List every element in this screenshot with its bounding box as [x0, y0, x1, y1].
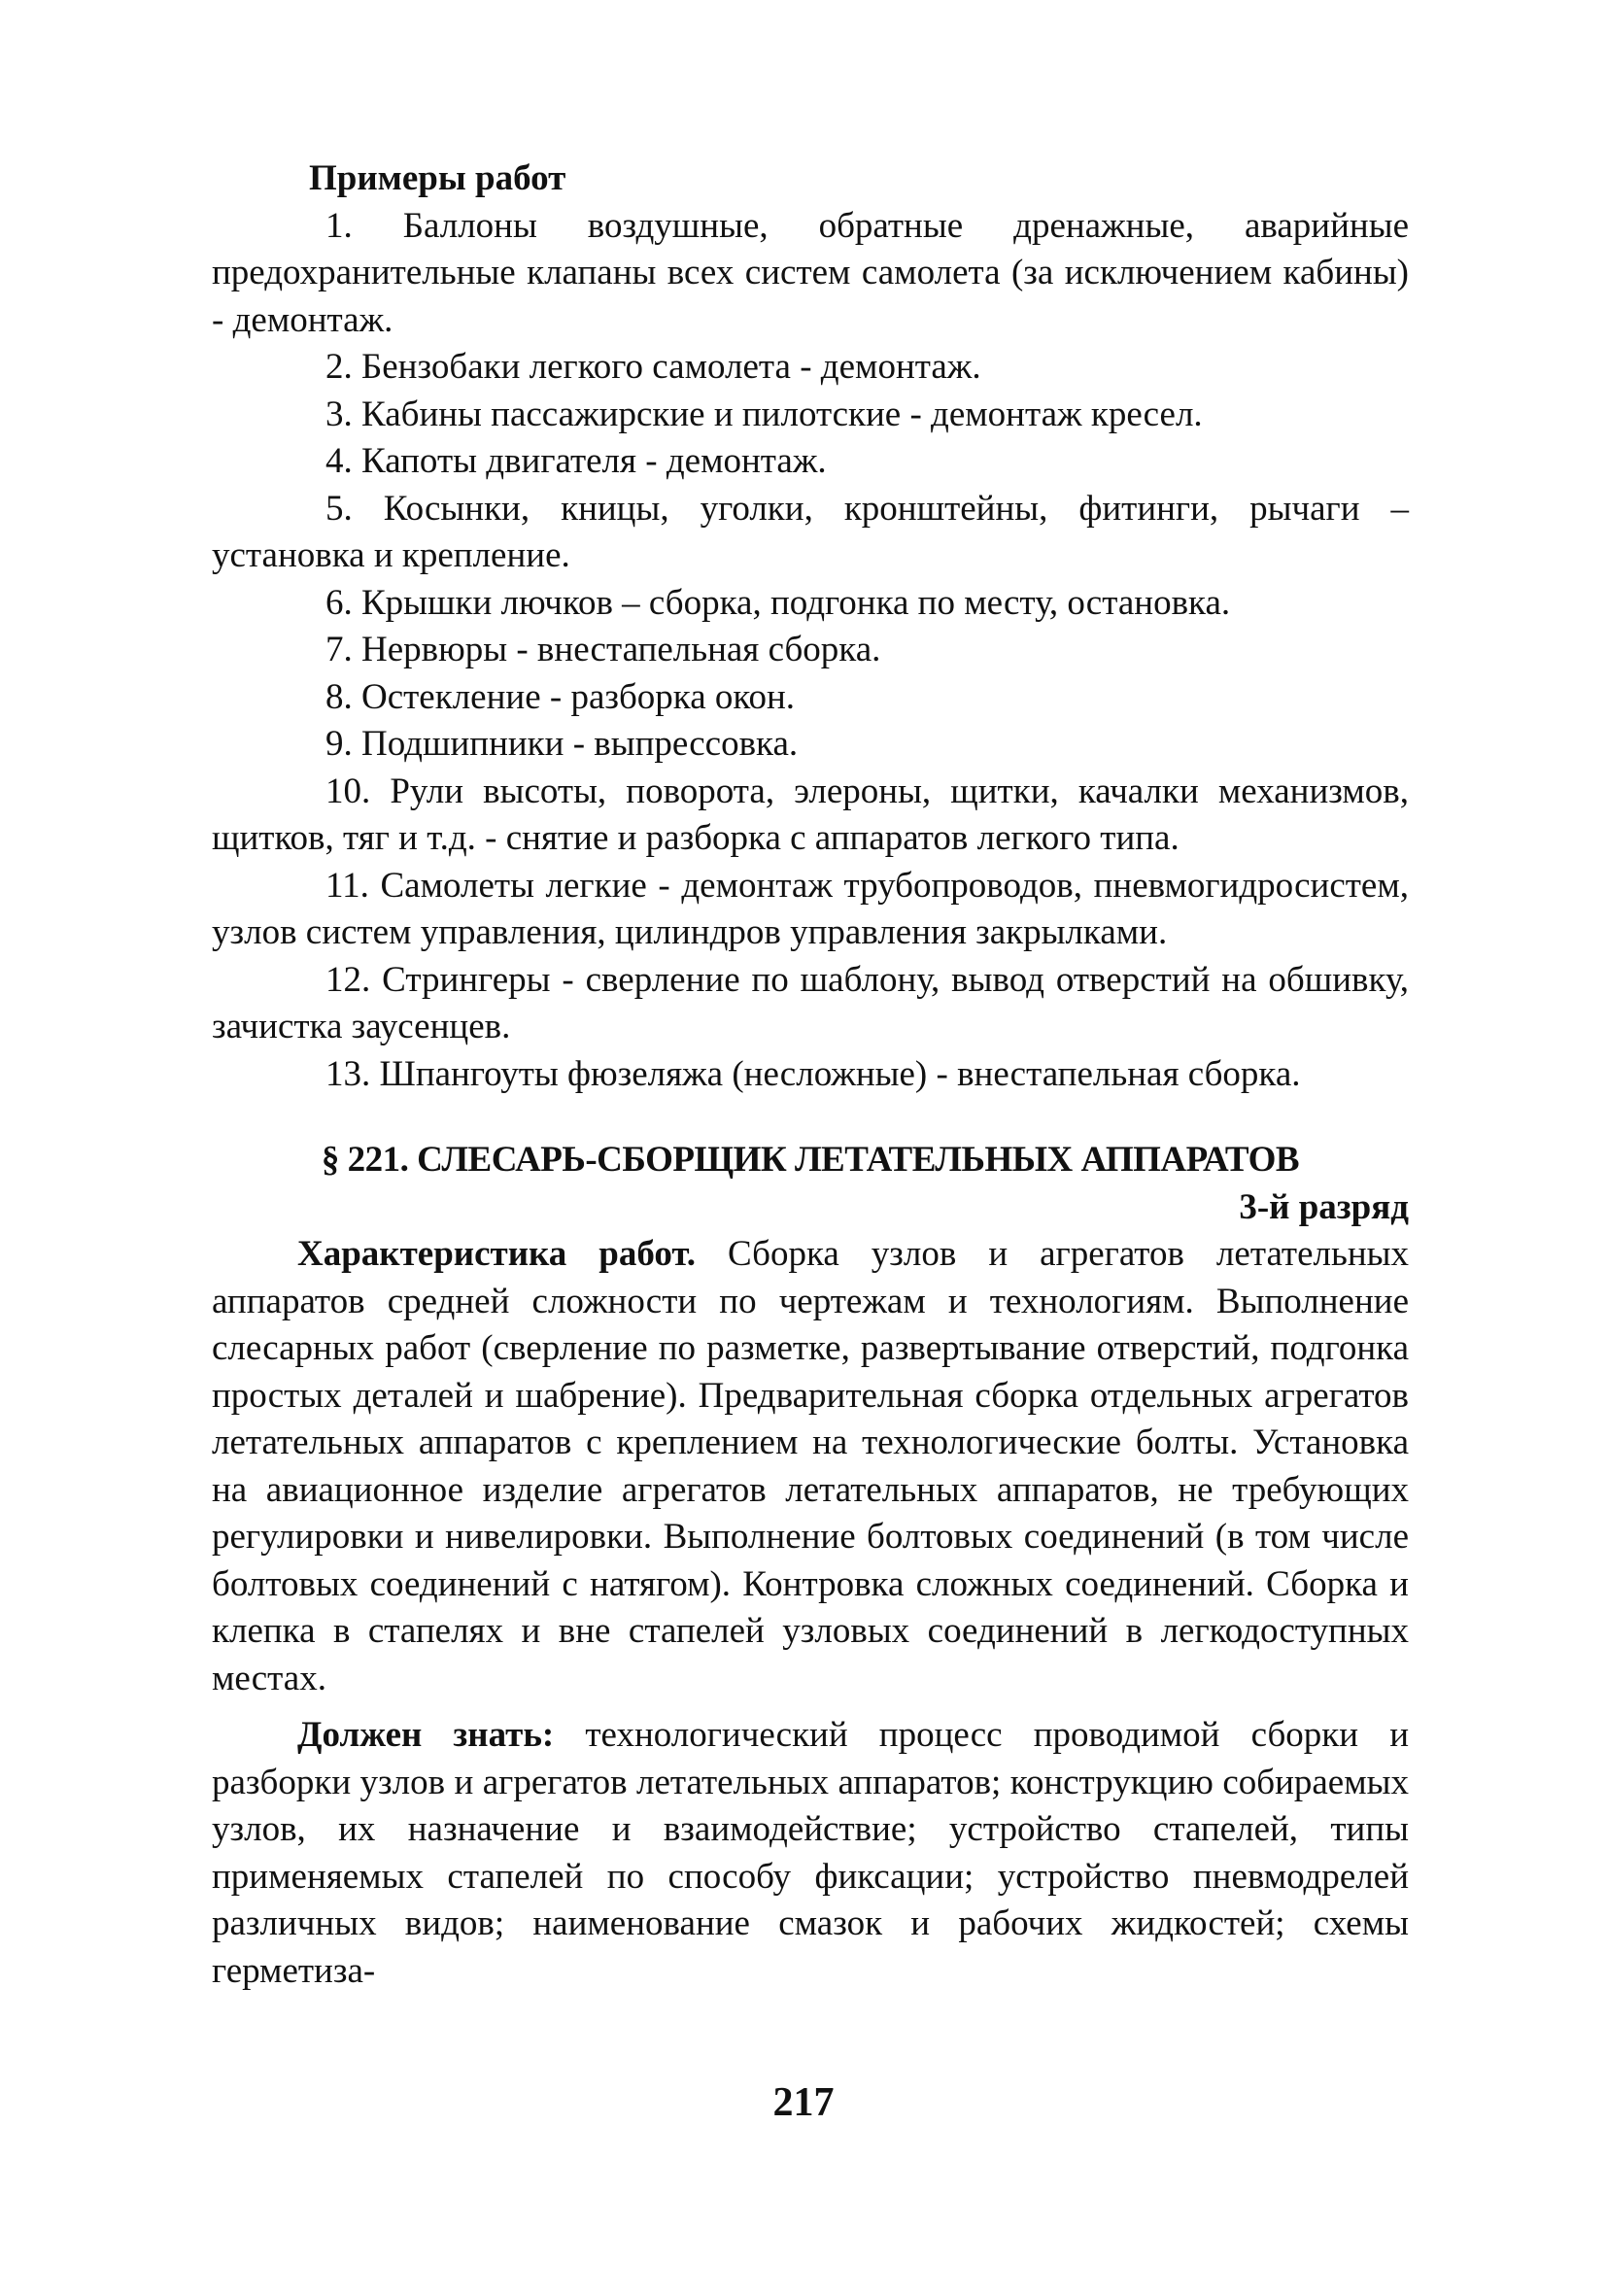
characteristic-label: Характеристика работ. [297, 1234, 697, 1274]
list-item: 8. Остекление - разборка окон. [325, 676, 796, 717]
list-item: 6. Крышки лючков – сборка, подгонка по месту, остановка. [325, 582, 1231, 623]
list-item: 13. Шпангоуты фюзеляжа (несложные) - внестапельная сборка. [325, 1053, 1301, 1094]
list-item: 10. Рули высоты, поворота, элероны, щитки, качалки механизмов, щитков, тяг и т.д. - снятие и разборка с аппаратов легкого типа. [212, 771, 1409, 858]
page-number: 217 [772, 2080, 835, 2125]
list-item: 5. Косынки, кницы, уголки, кронштейны, фитинги, рычаги – установка и крепление. [212, 488, 1409, 575]
list-item: 4. Капоты двигателя - демонтаж. [325, 441, 827, 481]
must-know-text: технологический процесс проводимой сборки и разборки узлов и агрегатов летательных аппаратов; конструкцию собираемых узлов, их назначение и взаимодействие; устройство стапелей, типы применяемых стапелей по способу фиксации; устройство пневмодрелей различных видов; наименование смазок и рабочих жидкостей; схемы герметиза- [212, 1715, 1410, 1991]
list-item: 11. Самолеты легкие - демонтаж трубопроводов, пневмогидросистем, узлов систем управления, цилиндров управления закрылками. [212, 865, 1409, 952]
examples-title: Примеры работ [309, 158, 566, 198]
grade-label: 3-й разряд [1239, 1186, 1409, 1227]
list-item: 1. Баллоны воздушные, обратные дренажные, аварийные предохранительные клапаны всех систем самолета (за исключением кабины) - демонтаж. [212, 205, 1409, 340]
page-content [212, 155, 1409, 1995]
must-know-label: Должен знать: [297, 1715, 555, 1755]
list-item: 2. Бензобаки легкого самолета - демонтаж. [325, 347, 981, 387]
must-know-paragraph [212, 1712, 1409, 1995]
list-item: 12. Стрингеры - сверление по шаблону, вывод отверстий на обшивку, зачистка заусенцев. [212, 959, 1409, 1046]
list-item: 9. Подшипники - выпрессовка. [325, 724, 799, 764]
list-item: 7. Нервюры - внестапельная сборка. [325, 630, 881, 669]
characteristic-paragraph [212, 1231, 1409, 1702]
characteristic-text: Сборка узлов и агрегатов летательных аппаратов средней сложности по чертежам и технологиям. Выполнение слесарных работ (сверление по разметке, развертывание отверстий, подгонка простых деталей и шабрение). Предварительная сборка отдельных агрегатов летательных аппаратов с креплением на технологические болты. Установка на авиационное изделие агрегатов летательных аппаратов, не требующих регулировки и нивелировки. Выполнение болтовых соединений (в том числе болтовых соединений с натягом). Контровка сложных соединений. Сборка и клепка в стапелях и вне стапелей узловых соединений в легкодоступных местах. [212, 1234, 1409, 1698]
section-title: § 221. СЛЕСАРЬ-СБОРЩИК ЛЕТАТЕЛЬНЫХ АППАРАТОВ [321, 1140, 1300, 1180]
list-item: 3. Кабины пассажирские и пилотские - демонтаж кресел. [325, 394, 1203, 434]
